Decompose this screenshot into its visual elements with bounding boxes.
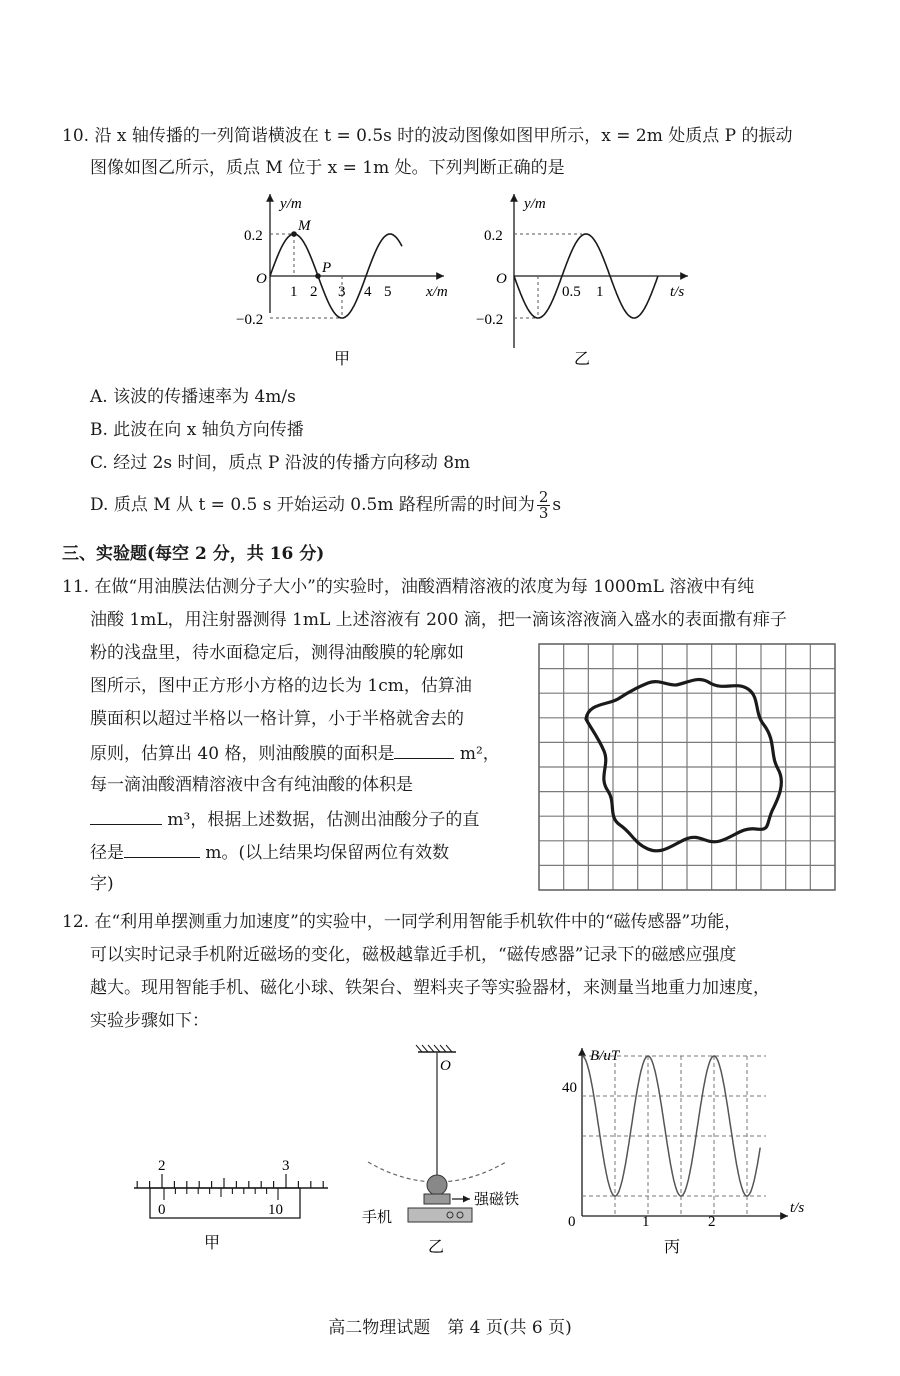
answer-blank-volume[interactable]	[90, 806, 162, 825]
q11-line-5: 膜面积以超过半格以一格计算，小于半格就舍去的	[90, 709, 464, 729]
q11-line-6-text: 原则，估算出 40 格，则油酸膜的面积是	[90, 744, 395, 764]
x-tick-0.5: 0.5	[562, 284, 581, 300]
q10-option-c: C. 经过 2s 时间，质点 P 沿波的传播方向移动 8m	[90, 453, 471, 473]
vernier-caliper-figure	[128, 1150, 338, 1260]
y-axis-label: B/uT	[590, 1048, 620, 1064]
vernier-tick-0: 0	[158, 1202, 166, 1218]
q12-line-4: 实验步骤如下：	[90, 1011, 209, 1031]
q11-line-9-text: 径是	[90, 843, 124, 863]
answer-blank-diameter[interactable]	[124, 839, 200, 858]
fraction-denominator: 3	[538, 504, 549, 522]
y-tick-0.2: 0.2	[244, 228, 263, 244]
strong-magnet	[424, 1194, 450, 1204]
caption-jia: 甲	[204, 1235, 221, 1252]
q11-line-1: 11. 在做“用油膜法估测分子大小”的实验时，油酸酒精溶液的浓度为每 1000mL 溶液中有纯	[62, 577, 755, 597]
y-tick-neg0.2: −0.2	[236, 312, 264, 328]
y-tick-neg0.2: −0.2	[476, 312, 504, 328]
q11-line-10: 字)	[90, 874, 114, 894]
q10-line-1: 10. 沿 x 轴传播的一列简谐横波在 t = 0.5s 时的波动图像如图甲所示，x = 2m 处质点 P 的振动	[62, 126, 793, 146]
main-tick-3: 3	[282, 1158, 290, 1174]
main-tick-2: 2	[158, 1158, 166, 1174]
point-p-label: P	[322, 260, 332, 276]
caption-bing: 丙	[664, 1239, 681, 1256]
point-m	[291, 231, 297, 237]
q11-line-4: 图所示，图中正方形小方格的边长为 1cm，估算油	[90, 676, 472, 696]
q10-option-b: B. 此波在向 x 轴负方向传播	[90, 420, 304, 440]
x-tick-2: 2	[310, 284, 318, 300]
q11-line-6	[90, 740, 500, 766]
q10-option-d-unit: s	[552, 495, 562, 515]
oil-film-grid-figure	[538, 643, 836, 891]
q11-line-3: 粉的浅盘里，待水面稳定后，测得油酸膜的轮廓如	[90, 643, 464, 663]
x-tick-1: 1	[290, 284, 298, 300]
q10-figure-jia	[230, 188, 460, 378]
oil-film-outline	[586, 680, 781, 851]
q11-line-9-unit: m。(以上结果均保留两位有效数	[205, 843, 450, 863]
magnet-label: 强磁铁	[474, 1192, 520, 1208]
page-footer: 高二物理试题 第 4 页(共 6 页)	[328, 1318, 572, 1338]
x-tick-5: 5	[384, 284, 392, 300]
q10-option-a: A. 该波的传播速率为 4m/s	[90, 387, 296, 407]
y-tick-0.2: 0.2	[484, 228, 503, 244]
q10-line-2: 图像如图乙所示，质点 M 位于 x = 1m 处。下列判断正确的是	[90, 158, 565, 178]
b-field-curve	[582, 1056, 760, 1196]
x-tick-2: 2	[708, 1214, 716, 1230]
point-m-label: M	[298, 218, 311, 234]
q10-figure-yi	[470, 188, 700, 378]
point-p	[315, 273, 321, 279]
x-tick-3: 3	[338, 284, 346, 300]
origin-label: O	[496, 271, 507, 287]
q10-option-d	[90, 490, 561, 521]
origin-label: O	[256, 271, 267, 287]
section-3-title: 三、实验题(每空 2 分，共 16 分)	[62, 544, 325, 564]
pivot-label: O	[440, 1058, 451, 1074]
magnetic-field-graph	[552, 1040, 810, 1262]
y-axis-label: y/m	[524, 196, 546, 212]
phone-label: 手机	[362, 1210, 393, 1226]
q11-line-8	[90, 806, 479, 832]
q12-line-2: 可以实时记录手机附近磁场的变化，磁极越靠近手机，“磁传感器”记录下的磁感应强度	[90, 945, 737, 965]
q11-line-7: 每一滴油酸酒精溶液中含有纯油酸的体积是	[90, 775, 413, 795]
y-tick-40: 40	[562, 1080, 577, 1096]
caption-yi: 乙	[428, 1239, 445, 1256]
q10-option-d-text: D. 质点 M 从 t = 0.5 s 开始运动 0.5m 路程所需的时间为	[90, 495, 535, 515]
vernier-tick-10: 10	[268, 1202, 283, 1218]
q11-line-8-text: m³，根据上述数据，估测出油酸分子的直	[167, 810, 480, 830]
q11-line-2: 油酸 1mL，用注射器测得 1mL 上述溶液有 200 滴，把一滴该溶液滴入盛水的表面撒有痱子	[90, 610, 787, 630]
x-axis-label: t/s	[670, 284, 685, 300]
answer-blank-area[interactable]	[394, 740, 454, 759]
origin-label: 0	[568, 1214, 576, 1230]
pendulum-figure	[352, 1042, 542, 1262]
x-axis-label: x/m	[426, 284, 448, 300]
x-axis-label: t/s	[790, 1200, 805, 1216]
fraction	[537, 490, 551, 521]
caption-jia: 甲	[334, 351, 351, 368]
y-axis-label: y/m	[280, 196, 302, 212]
x-tick-1: 1	[642, 1214, 650, 1230]
q11-line-6-unit: m²，	[459, 744, 500, 764]
x-tick-4: 4	[364, 284, 372, 300]
q12-line-1: 12. 在“利用单摆测重力加速度”的实验中，一同学利用智能手机软件中的“磁传感器”功能，	[62, 912, 742, 932]
fraction-numerator: 2	[538, 488, 549, 506]
caption-yi: 乙	[574, 351, 591, 368]
smartphone	[408, 1208, 472, 1222]
magnetized-ball	[427, 1175, 447, 1195]
q11-line-9	[90, 839, 449, 865]
x-tick-1: 1	[596, 284, 604, 300]
q12-line-3: 越大。现用智能手机、磁化小球、铁架台、塑料夹子等实验器材，来测量当地重力加速度，	[90, 978, 770, 998]
